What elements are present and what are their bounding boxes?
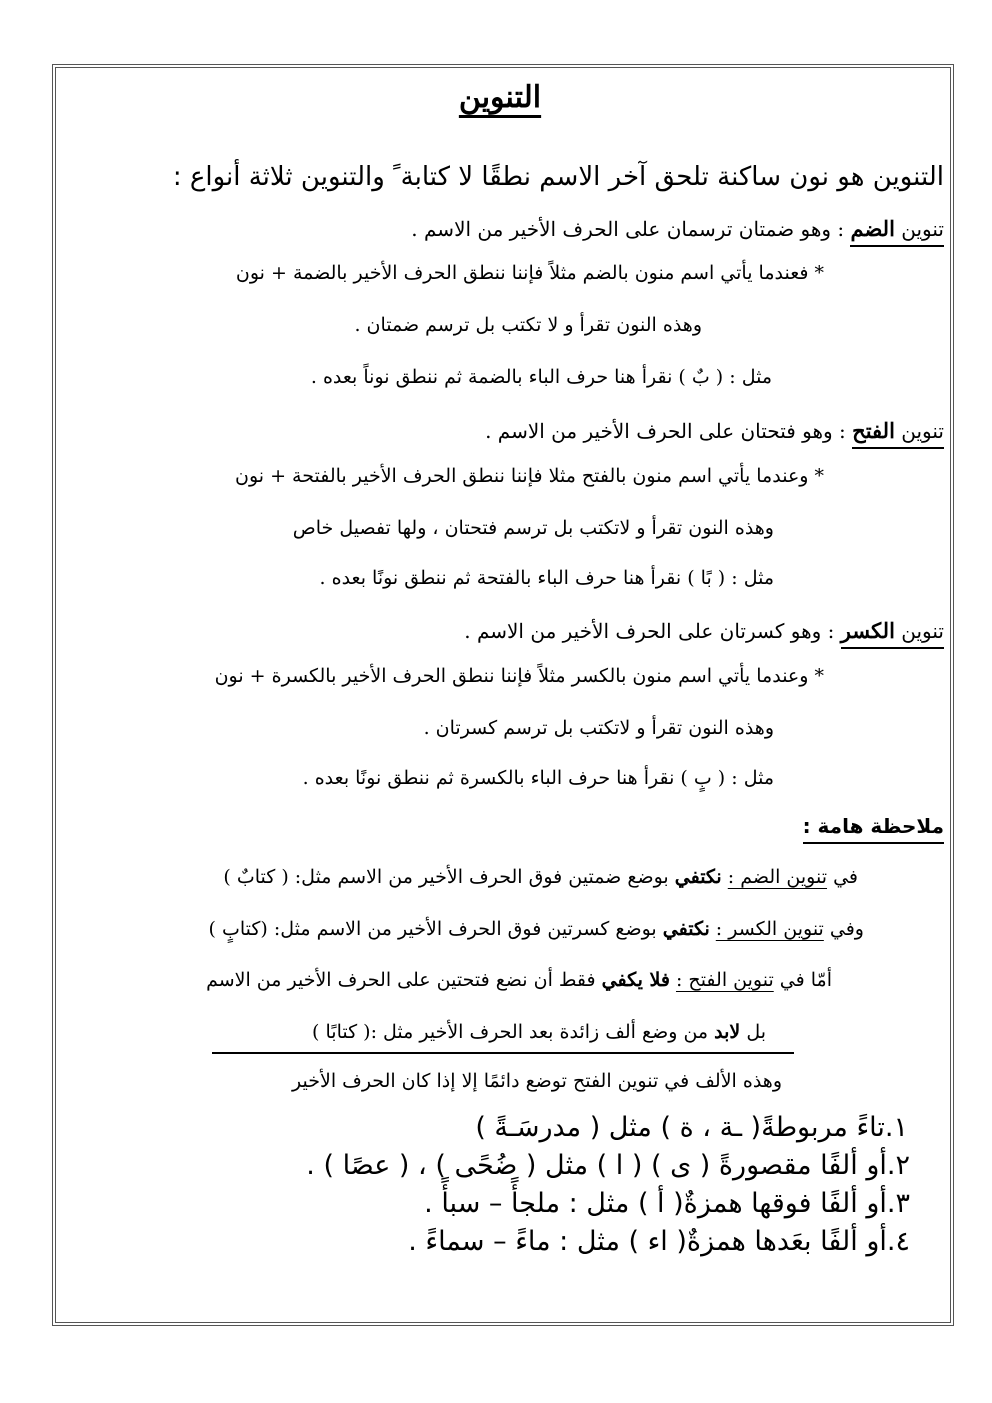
- case-1: ١.تاءً مربوطةً( ـة ، ة ) مثل ( مدرسَـةً ): [475, 1112, 908, 1143]
- damm-line-2: وهذه النون تقرأ و لا تكتب بل ترسم ضمتان .: [354, 314, 702, 336]
- kasr-title: تنوين الكسر: [841, 619, 944, 649]
- kasr-heading: [464, 618, 944, 643]
- case-3: ٣.أو ألفًا فوقها همزةٌ( أ ) مثل : ملجأً – سبأً .: [424, 1188, 910, 1219]
- kasr-line-1: * وعندما يأتي اسم منون بالكسر مثلاً فإننا ننطق الحرف الأخير بالكسرة + نون: [214, 665, 824, 687]
- fath-definition: : وهو فتحتان على الحرف الأخير من الاسم .: [485, 419, 846, 443]
- fath-title: تنوين الفتح: [852, 419, 944, 449]
- kasr-line-2: وهذه النون تقرأ و لاتكتب بل ترسم كسرتان .: [423, 717, 774, 739]
- note-alif-line: وهذه الألف في تنوين الفتح توضع دائمًا إلا إذا كان الحرف الأخير: [292, 1070, 782, 1092]
- kasr-example: مثل : ( بٍ ) نقرأ هنا حرف الباء بالكسرة ثم ننطق نونًا بعده .: [302, 767, 774, 789]
- fath-heading: [485, 418, 944, 443]
- kasr-definition: : وهو كسرتان على الحرف الأخير من الاسم .: [464, 619, 835, 643]
- note-fath-line: أمّا في تنوين الفتح : فلا يكفي فقط أن نضع فتحتين على الحرف الأخير من الاسم: [206, 969, 832, 991]
- case-4: ٤.أو ألفًا بعَدها همزةٌ( اء ) مثل : ماءً – سماءً .: [408, 1226, 910, 1257]
- note-kasr-line: وفي تنوين الكسر : نكتفي بوضع كسرتين فوق الحرف الأخير من الاسم مثل: (كتابٍ ): [208, 918, 864, 940]
- case-2: ٢.أو ألفًا مقصورةً ( ى ) ( ا ) مثل ( ضُحًى ) ، ( عصًا ) .: [306, 1150, 910, 1181]
- intro-text: التنوين هو نون ساكنة تلحق آخر الاسم نطقًا لا كتابة ً والتنوين ثلاثة أنواع :: [172, 162, 944, 192]
- damm-definition: : وهو ضمتان ترسمان على الحرف الأخير من الاسم .: [411, 217, 845, 241]
- fath-example: مثل : ( بًا ) نقرأ هنا حرف الباء بالفتحة ثم ننطق نونًا بعده .: [319, 567, 774, 589]
- fath-line-2: وهذه النون تقرأ و لاتكتب بل ترسم فتحتان ، ولها تفصيل خاص: [292, 517, 774, 539]
- damm-heading: [411, 216, 944, 241]
- damm-line-1: * فعندما يأتي اسم منون بالضم مثلاً فإننا ننطق الحرف الأخير بالضمة + نون: [235, 262, 824, 284]
- note-title: ملاحظة هامة :: [803, 814, 944, 844]
- fath-line-1: * وعندما يأتي اسم منون بالفتح مثلا فإننا ننطق الحرف الأخير بالفتحة + نون: [234, 465, 824, 487]
- note-underline: [212, 1052, 794, 1054]
- page-title: التنوين: [458, 80, 542, 115]
- damm-example: مثل : ( بٌ ) نقرأ هنا حرف الباء بالضمة ثم ننطق نوناً بعده .: [310, 366, 772, 388]
- note-damm-line: في تنوين الضم : نكتفي بوضع ضمتين فوق الحرف الأخير من الاسم مثل: ( كتابٌ ): [223, 866, 858, 888]
- damm-title: تنوين الضم: [850, 217, 944, 247]
- note-fath-line-2: بل لابد من وضع ألف زائدة بعد الحرف الأخير مثل :( كتابًا ): [312, 1021, 766, 1043]
